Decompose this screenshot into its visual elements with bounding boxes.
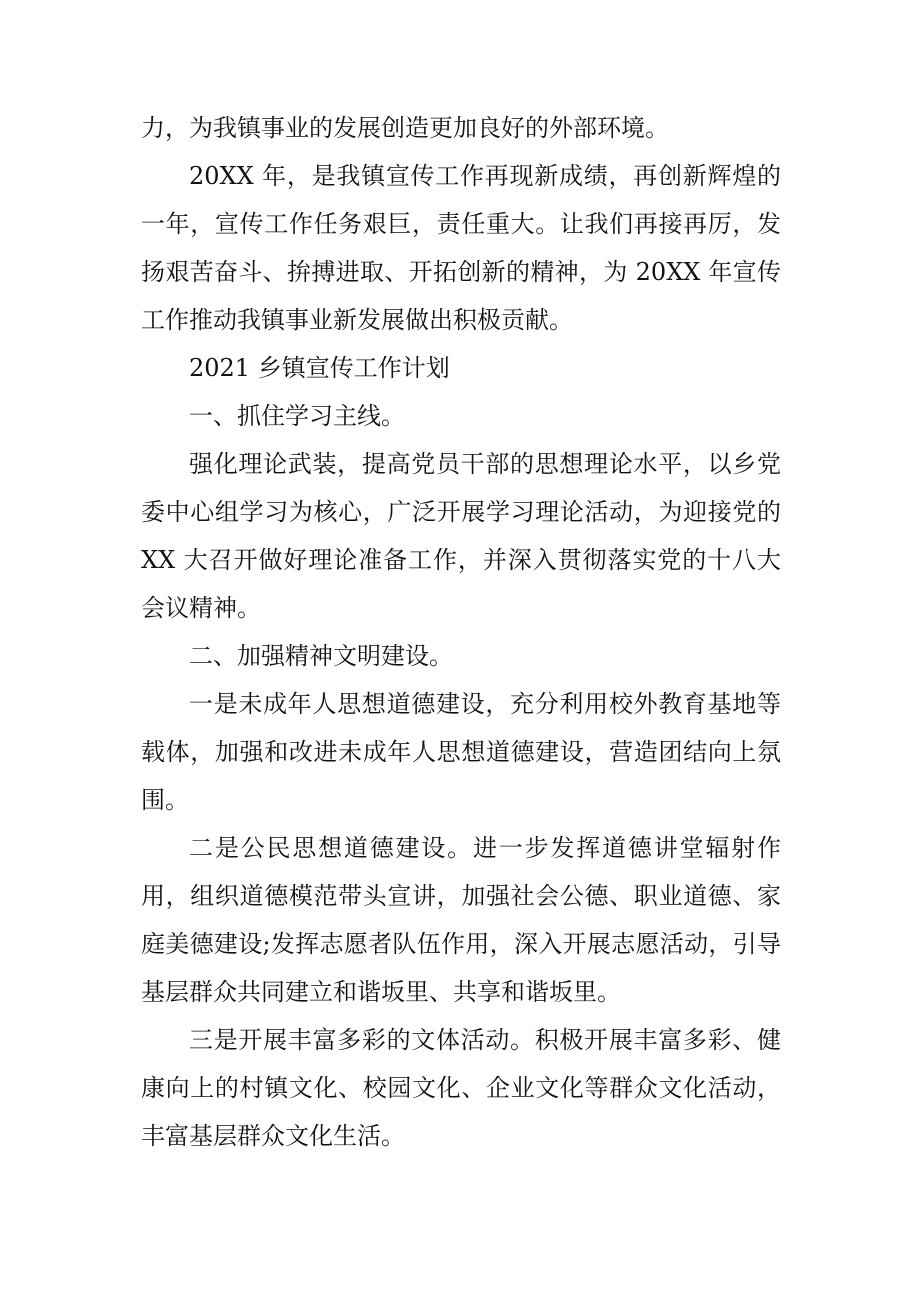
paragraph-cultural-activities: 三是开展丰富多彩的文体活动。积极开展丰富多彩、健康向上的村镇文化、校园文化、企业文化等群众文化活动，丰富基层群众文化生活。 xyxy=(141,1026,781,1150)
heading-spiritual-civilization: 二、加强精神文明建设。 xyxy=(189,642,453,670)
paragraph-minors-morality: 一是未成年人思想道德建设，充分利用校外教育基地等载体，加强和改进未成年人思想道德建设，营造团结向上氛围。 xyxy=(141,690,781,814)
heading-study-main-line: 一、抓住学习主线。 xyxy=(189,402,405,430)
paragraph-theory-study: 强化理论武装，提高党员干部的思想理论水平，以乡党委中心组学习为核心，广泛开展学习理论活动，为迎接党的XX 大召开做好理论准备工作，并深入贯彻落实党的十八大会议精神。 xyxy=(141,450,781,622)
paragraph-citizen-morality: 二是公民思想道德建设。进一步发挥道德讲堂辐射作用，组织道德模范带头宣讲，加强社会公德、职业道德、家庭美德建设;发挥志愿者队伍作用，深入开展志愿活动，引导基层群众共同建立和谐坂里、共享和谐坂里。 xyxy=(141,834,781,1006)
paragraph-continuation: 力，为我镇事业的发展创造更加良好的外部环境。 xyxy=(141,114,669,142)
document-body xyxy=(141,104,781,1160)
section-title: 2021 乡镇宣传工作计划 xyxy=(189,354,450,382)
paragraph-summary: 20XX 年，是我镇宣传工作再现新成绩，再创新辉煌的一年，宣传工作任务艰巨，责任重大。让我们再接再厉，发扬艰苦奋斗、拚搏进取、开拓创新的精神，为 20XX 年宣传工作推动我镇事业新发展做出积极贡献。 xyxy=(141,162,781,334)
